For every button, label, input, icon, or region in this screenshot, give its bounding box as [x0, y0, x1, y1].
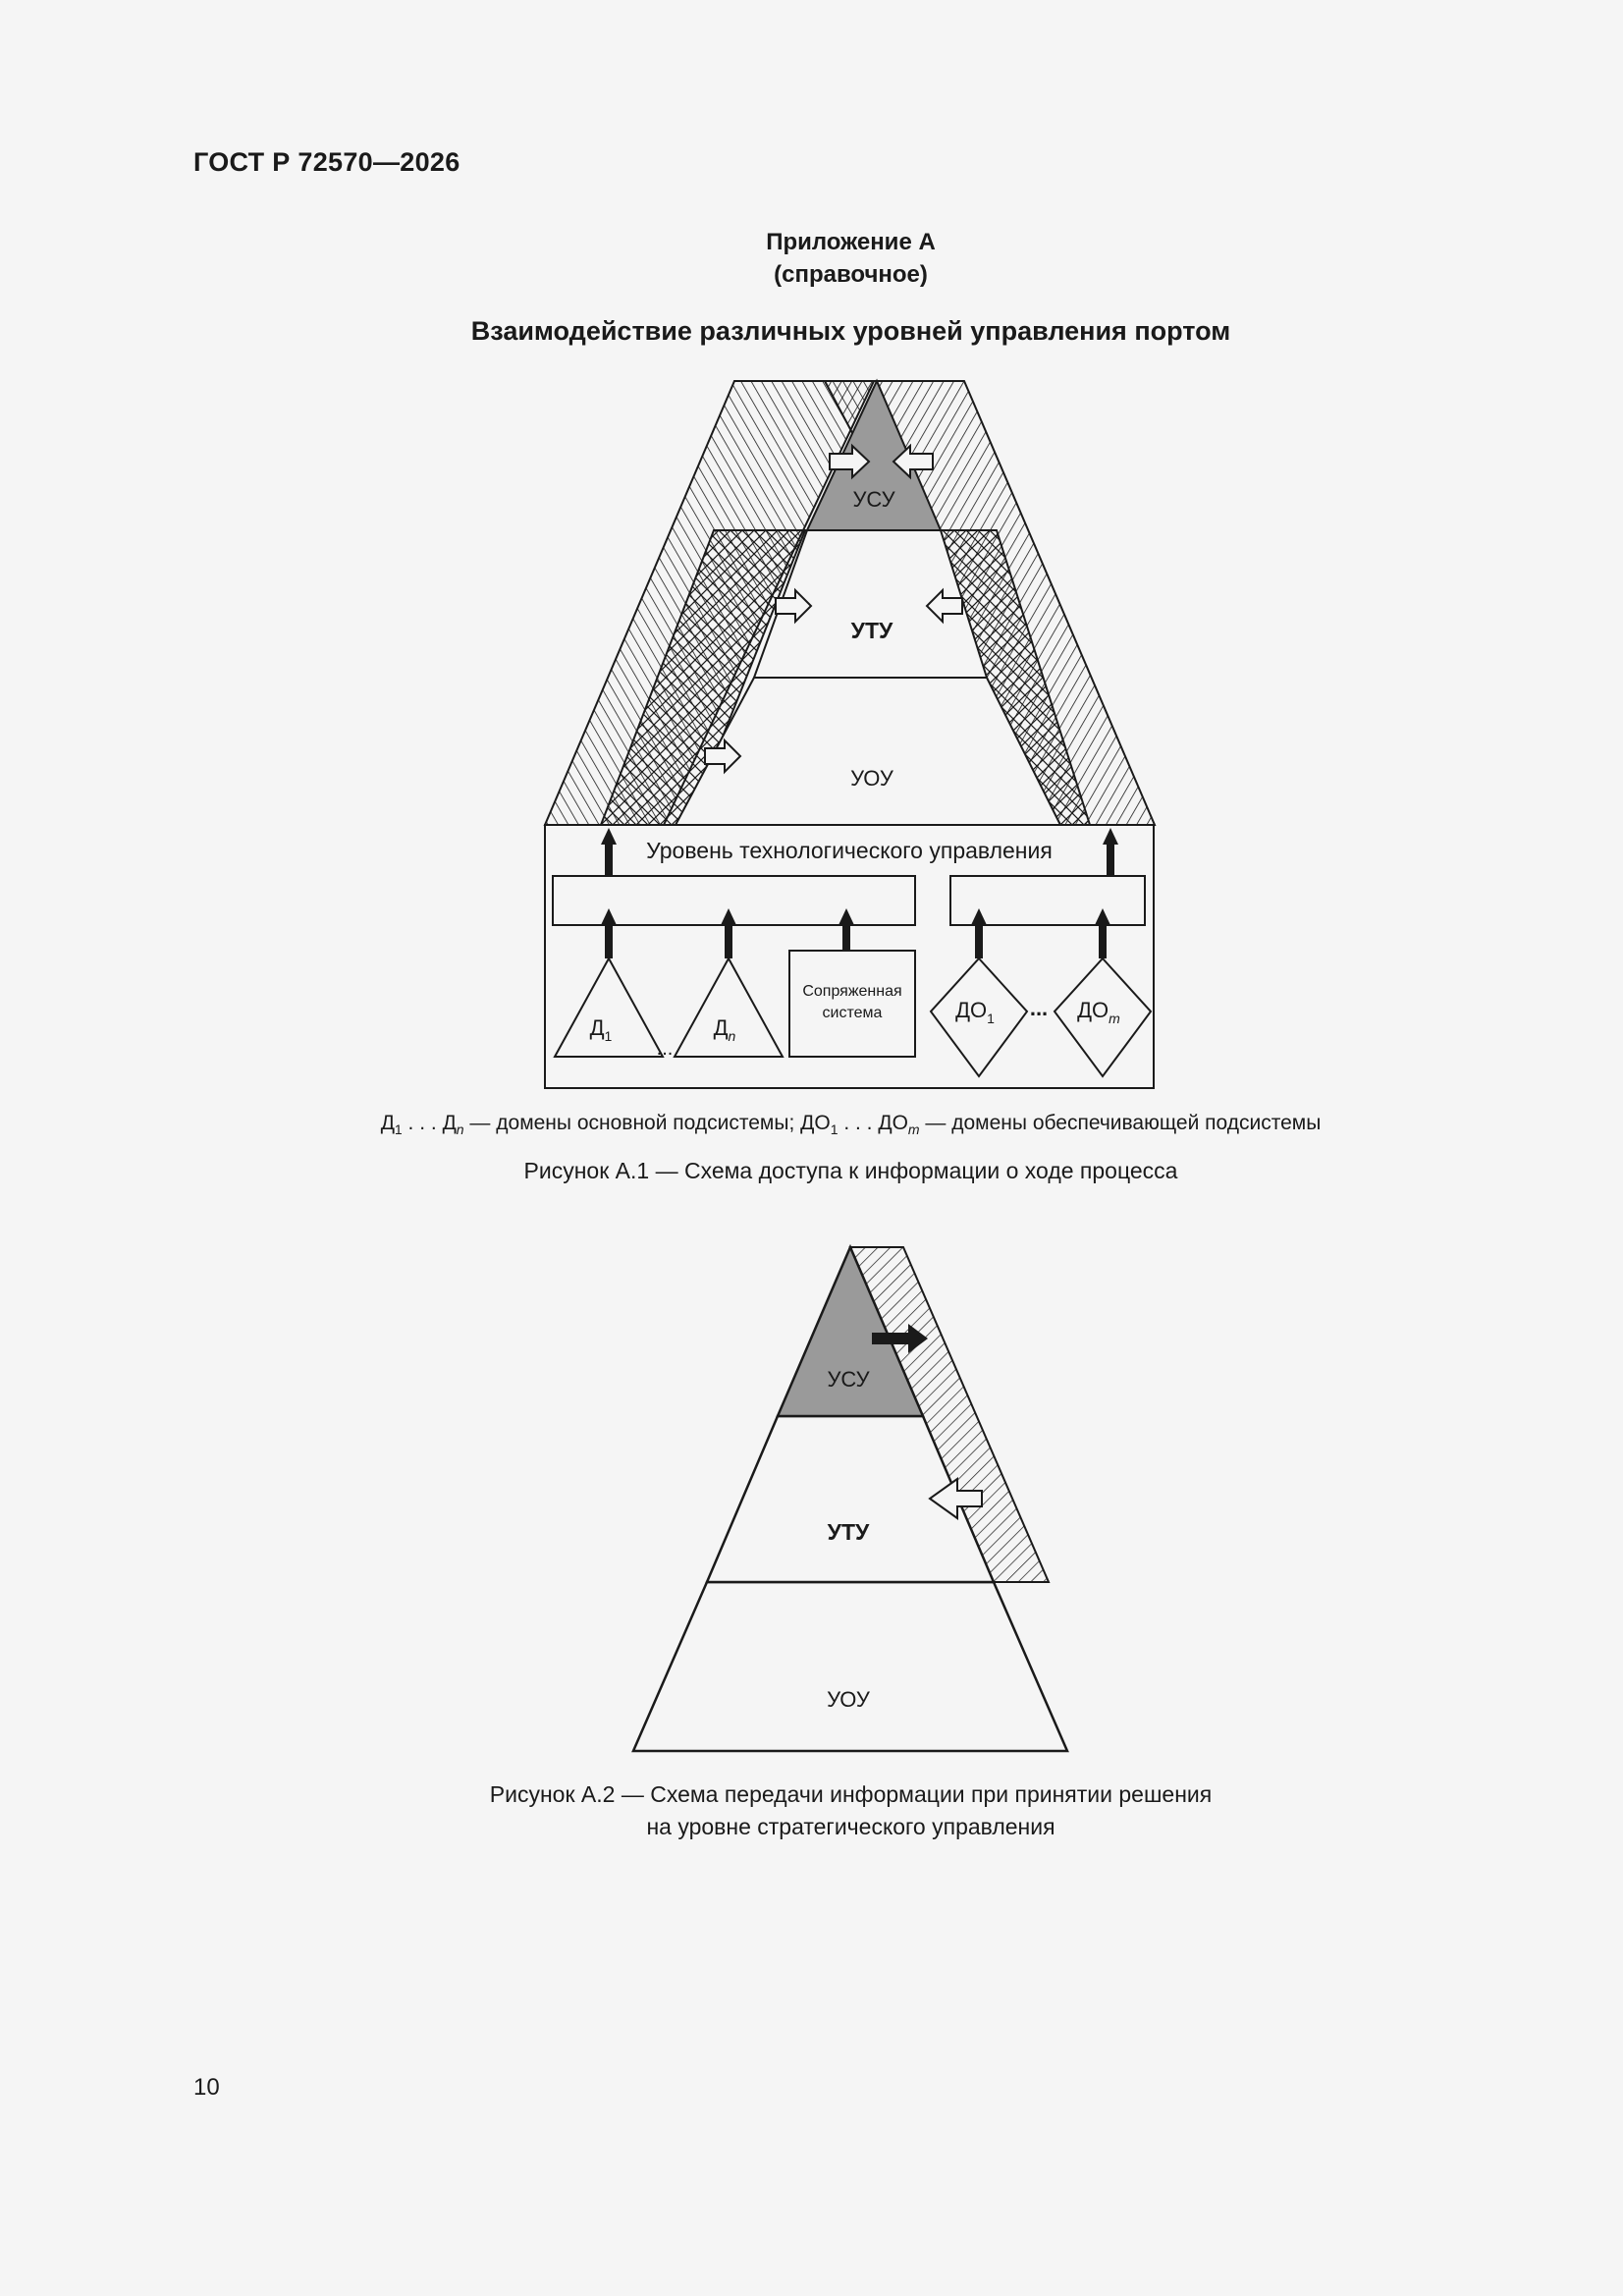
figure-a2-caption-line2: на уровне стратегического управления — [646, 1814, 1055, 1839]
appendix-subtitle: (справочное) — [774, 261, 928, 288]
section-title: Взаимодействие различных уровней управления портом — [470, 316, 1231, 346]
uou-label-a2: УОУ — [827, 1687, 870, 1712]
domain-1-label: $Д_1$ — [589, 1015, 613, 1044]
usu-label-a2: УСУ — [827, 1367, 870, 1392]
appendix-title: Приложение А — [766, 229, 936, 255]
coupled-system-box — [789, 951, 915, 1057]
figure-a2-caption — [0, 1778, 1623, 1843]
domain-ellipsis: ... — [656, 1038, 674, 1060]
figure-a1-caption: Рисунок А.1 — Схема доступа к информации о ходе процесса — [523, 1158, 1178, 1183]
domain-n-label: $Д_n$ — [713, 1015, 736, 1044]
utu-label-a1: УТУ — [850, 618, 893, 643]
page-number: 10 — [193, 2074, 220, 2101]
uou-label-a1: УОУ — [850, 766, 893, 791]
figure-a1-legend: $Д_1$ . . . $Д_n$ — домены основной подсистемы; $ДО_1$ . . . $ДО_m$ — домены обеспечивающей подсистемы — [380, 1112, 1322, 1138]
coupled-system-line2: система — [822, 1005, 883, 1021]
utu-label-a2: УТУ — [827, 1519, 870, 1545]
support-domain-m-label: $ДО_m$ — [1077, 998, 1120, 1026]
support-domain-1-label: $ДО_1$ — [955, 998, 995, 1026]
figure-a1 — [545, 381, 1155, 1088]
support-ellipsis: ... — [1029, 996, 1049, 1020]
usu-label-a1: УСУ — [852, 487, 895, 512]
figure-a2-caption-line1: Рисунок А.2 — Схема передачи информации при принятии решения — [489, 1781, 1213, 1807]
document-header: ГОСТ Р 72570—2026 — [193, 147, 460, 177]
coupled-system-line1: Сопряженная — [802, 983, 902, 1000]
uou-level-a2 — [633, 1582, 1067, 1751]
figure-a2 — [633, 1247, 1067, 1751]
tech-level-label: Уровень технологического управления — [646, 838, 1053, 863]
